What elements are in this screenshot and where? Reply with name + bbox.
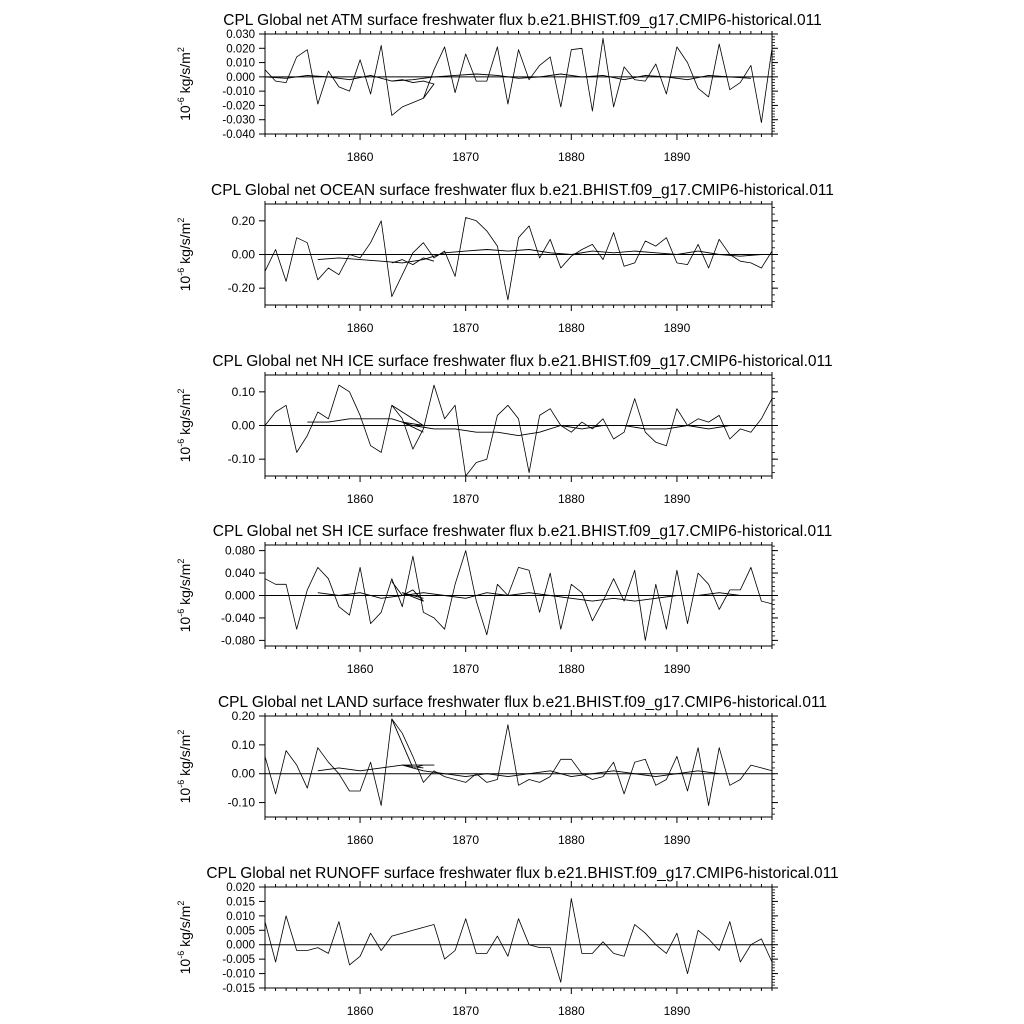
y-tick-label: 0.015 — [226, 896, 255, 909]
x-tick-label: 1880 — [557, 492, 585, 506]
y-tick-label: 0.20 — [231, 709, 255, 723]
y-axis-label-part: -6 — [176, 267, 186, 276]
y-tick-label: 0.00 — [231, 247, 255, 262]
y-axis-label-part: 2 — [176, 558, 186, 564]
x-tick-label: 1870 — [452, 321, 480, 335]
x-tick-label: 1890 — [663, 1004, 691, 1018]
x-tick-label: 1880 — [557, 833, 585, 847]
series-line-0 — [265, 38, 772, 122]
y-axis-label — [176, 559, 193, 633]
series-line-0 — [265, 899, 772, 983]
y-axis-label-part: 2 — [176, 729, 186, 735]
x-tick-label: 1890 — [663, 662, 691, 676]
series-line-0 — [265, 218, 772, 300]
y-axis-label-part: 2 — [176, 900, 186, 906]
y-tick-label: 0.020 — [226, 882, 255, 894]
y-axis-label-part: 10 — [177, 616, 193, 633]
chart-panel-1 — [176, 182, 834, 335]
x-tick-label: 1860 — [346, 662, 374, 676]
y-tick-label: 0.10 — [231, 737, 255, 752]
y-tick-label: 0.00 — [231, 766, 255, 781]
x-tick-label: 1860 — [346, 321, 374, 335]
chart-title: CPL Global net NH ICE surface freshwater flux b.e21.BHIST.f09_g17.CMIP6-historical.011 — [212, 353, 833, 370]
y-axis-label-part: kg/s/m — [177, 393, 193, 439]
y-tick-label: 0.020 — [226, 43, 255, 56]
series-line-1 — [318, 593, 741, 601]
y-tick-label: 0.010 — [226, 910, 255, 923]
y-tick-label: 0.040 — [224, 566, 255, 581]
series-line-1 — [318, 765, 719, 777]
x-tick-label: 1870 — [452, 492, 480, 506]
series-line-2 — [392, 719, 434, 768]
y-tick-label: 0.080 — [224, 543, 255, 558]
chart-panel-0 — [176, 12, 822, 164]
y-tick-label: 0.005 — [226, 925, 255, 938]
chart-panel-5 — [176, 865, 839, 1018]
y-tick-label: -0.015 — [222, 983, 255, 995]
chart-title: CPL Global net ATM surface freshwater flux b.e21.BHIST.f09_g17.CMIP6-historical.011 — [223, 12, 822, 29]
y-tick-label: -0.040 — [222, 129, 255, 141]
series-line-0 — [265, 719, 772, 806]
y-axis-label-part: 10 — [177, 105, 193, 121]
x-tick-label: 1880 — [557, 1004, 585, 1018]
y-axis-label-part: kg/s/m — [177, 52, 193, 98]
y-axis-label — [176, 901, 193, 975]
x-tick-label: 1880 — [557, 150, 585, 164]
chart-panel-3 — [176, 523, 832, 676]
y-tick-label: -0.20 — [227, 281, 255, 296]
y-axis-label-part: kg/s/m — [177, 563, 193, 609]
x-tick-label: 1870 — [452, 150, 480, 164]
y-tick-label: -0.040 — [220, 610, 255, 625]
y-axis-label-part: 2 — [176, 47, 186, 53]
y-axis-label-part: -6 — [176, 438, 186, 447]
chart-title: CPL Global net OCEAN surface freshwater flux b.e21.BHIST.f09_g17.CMIP6-historical.011 — [211, 182, 834, 199]
y-axis-label-part: 10 — [177, 787, 193, 804]
y-tick-label: 0.20 — [231, 213, 255, 228]
y-tick-label: 0.000 — [226, 939, 255, 952]
y-tick-label: 0.010 — [226, 57, 255, 70]
x-tick-label: 1860 — [346, 150, 374, 164]
y-axis-label-part: kg/s/m — [177, 734, 193, 780]
chart-title: CPL Global net SH ICE surface freshwater flux b.e21.BHIST.f09_g17.CMIP6-historical.011 — [212, 523, 833, 540]
y-tick-label: -0.10 — [227, 452, 255, 467]
y-tick-label: 0.030 — [226, 29, 255, 41]
y-tick-label: -0.080 — [220, 633, 255, 648]
y-axis-label — [176, 218, 193, 292]
y-axis-label-part: kg/s/m — [177, 222, 193, 268]
x-tick-label: 1890 — [663, 150, 691, 164]
y-axis-label — [176, 389, 193, 463]
y-axis-label-part: 10 — [177, 958, 193, 975]
y-axis-label-part: -6 — [176, 950, 186, 959]
x-tick-label: 1860 — [346, 833, 374, 847]
x-tick-label: 1890 — [663, 833, 691, 847]
chart-title: CPL Global net LAND surface freshwater flux b.e21.BHIST.f09_g17.CMIP6-historical.011 — [217, 694, 828, 711]
series-line-2 — [392, 405, 424, 432]
y-axis-label — [176, 730, 193, 804]
y-axis-label-part: 10 — [177, 446, 193, 463]
chart-panel-2 — [176, 353, 833, 506]
y-tick-label: -0.005 — [222, 954, 255, 967]
y-axis-label-part: -6 — [176, 779, 186, 788]
series-line-1 — [307, 419, 730, 436]
y-tick-label: 0.000 — [224, 588, 255, 603]
series-line-1 — [265, 74, 751, 81]
x-tick-label: 1890 — [663, 321, 691, 335]
y-tick-label: -0.10 — [227, 795, 255, 810]
series-line-2 — [392, 80, 434, 99]
series-line-1 — [318, 250, 762, 263]
y-tick-label: -0.030 — [222, 114, 255, 127]
y-tick-label: -0.020 — [222, 100, 255, 113]
y-tick-label: -0.010 — [222, 968, 255, 981]
chart-title: CPL Global net RUNOFF surface freshwater flux b.e21.BHIST.f09_g17.CMIP6-historical.011 — [206, 865, 839, 882]
x-tick-label: 1870 — [452, 833, 480, 847]
x-tick-label: 1870 — [452, 1004, 480, 1018]
x-tick-label: 1860 — [346, 492, 374, 506]
y-axis-label-part: kg/s/m — [177, 905, 193, 951]
x-tick-label: 1890 — [663, 492, 691, 506]
y-axis-label-part: 2 — [176, 217, 186, 223]
y-axis-label-part: 10 — [177, 275, 193, 292]
x-tick-label: 1880 — [557, 662, 585, 676]
y-tick-label: 0.00 — [231, 418, 255, 433]
plot-frame — [265, 716, 772, 817]
y-axis-label — [176, 47, 193, 121]
y-tick-label: -0.010 — [222, 86, 255, 99]
x-tick-label: 1870 — [452, 662, 480, 676]
y-axis-label-part: -6 — [176, 608, 186, 617]
y-tick-label: 0.10 — [231, 384, 255, 399]
x-tick-label: 1860 — [346, 1004, 374, 1018]
x-tick-label: 1880 — [557, 321, 585, 335]
series-line-0 — [265, 385, 772, 476]
y-axis-label-part: 2 — [176, 388, 186, 394]
y-axis-label-part: -6 — [176, 97, 186, 106]
y-tick-label: 0.000 — [226, 71, 255, 84]
chart-panel-4 — [176, 694, 827, 847]
